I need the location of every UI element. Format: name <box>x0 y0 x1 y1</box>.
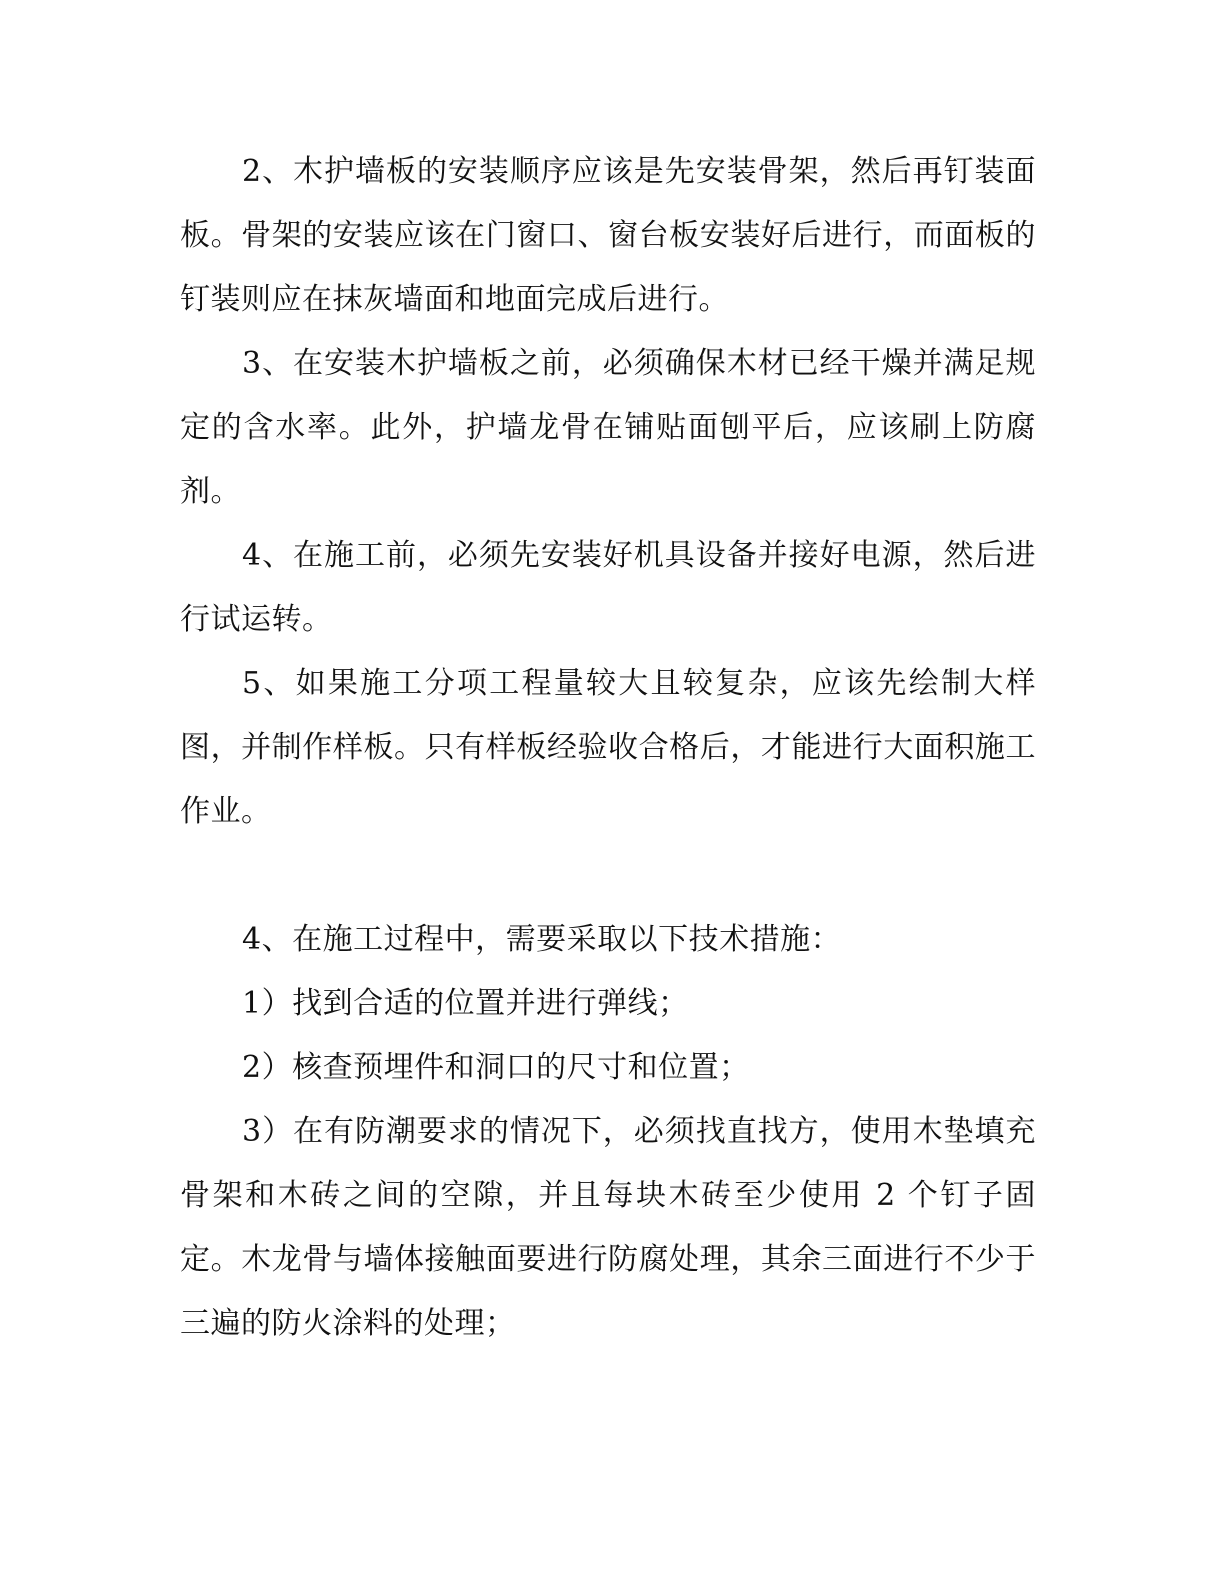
section-spacer <box>180 844 1036 908</box>
document-page <box>180 140 1036 1356</box>
measure-item-1: 1）找到合适的位置并进行弹线； <box>242 986 689 1021</box>
measure-item-2: 2）核查预埋件和洞口的尺寸和位置； <box>242 1050 750 1085</box>
paragraph-step-4: 4、在施工前，必须先安装好机具设备并接好电源，然后进行试运转。 <box>180 538 1036 637</box>
paragraph-step-5: 5、如果施工分项工程量较大且较复杂，应该先绘制大样图，并制作样板。只有样板经验收合格后，才能进行大面积施工作业。 <box>180 666 1036 829</box>
technical-measures-heading: 4、在施工过程中，需要采取以下技术措施： <box>242 922 842 957</box>
paragraph-step-2: 2、木护墙板的安装顺序应该是先安装骨架，然后再钉装面板。骨架的安装应该在门窗口、窗台板安装好后进行，而面板的钉装则应在抹灰墙面和地面完成后进行。 <box>180 154 1036 317</box>
paragraph-step-3: 3、在安装木护墙板之前，必须确保木材已经干燥并满足规定的含水率。此外，护墙龙骨在铺贴面刨平后，应该刷上防腐剂。 <box>180 346 1036 509</box>
measure-item-3: 3）在有防潮要求的情况下，必须找直找方，使用木垫填充骨架和木砖之间的空隙，并且每块木砖至少使用 2 个钉子固定。木龙骨与墙体接触面要进行防腐处理，其余三面进行不少于三遍的防火涂料的处理； <box>180 1114 1036 1341</box>
